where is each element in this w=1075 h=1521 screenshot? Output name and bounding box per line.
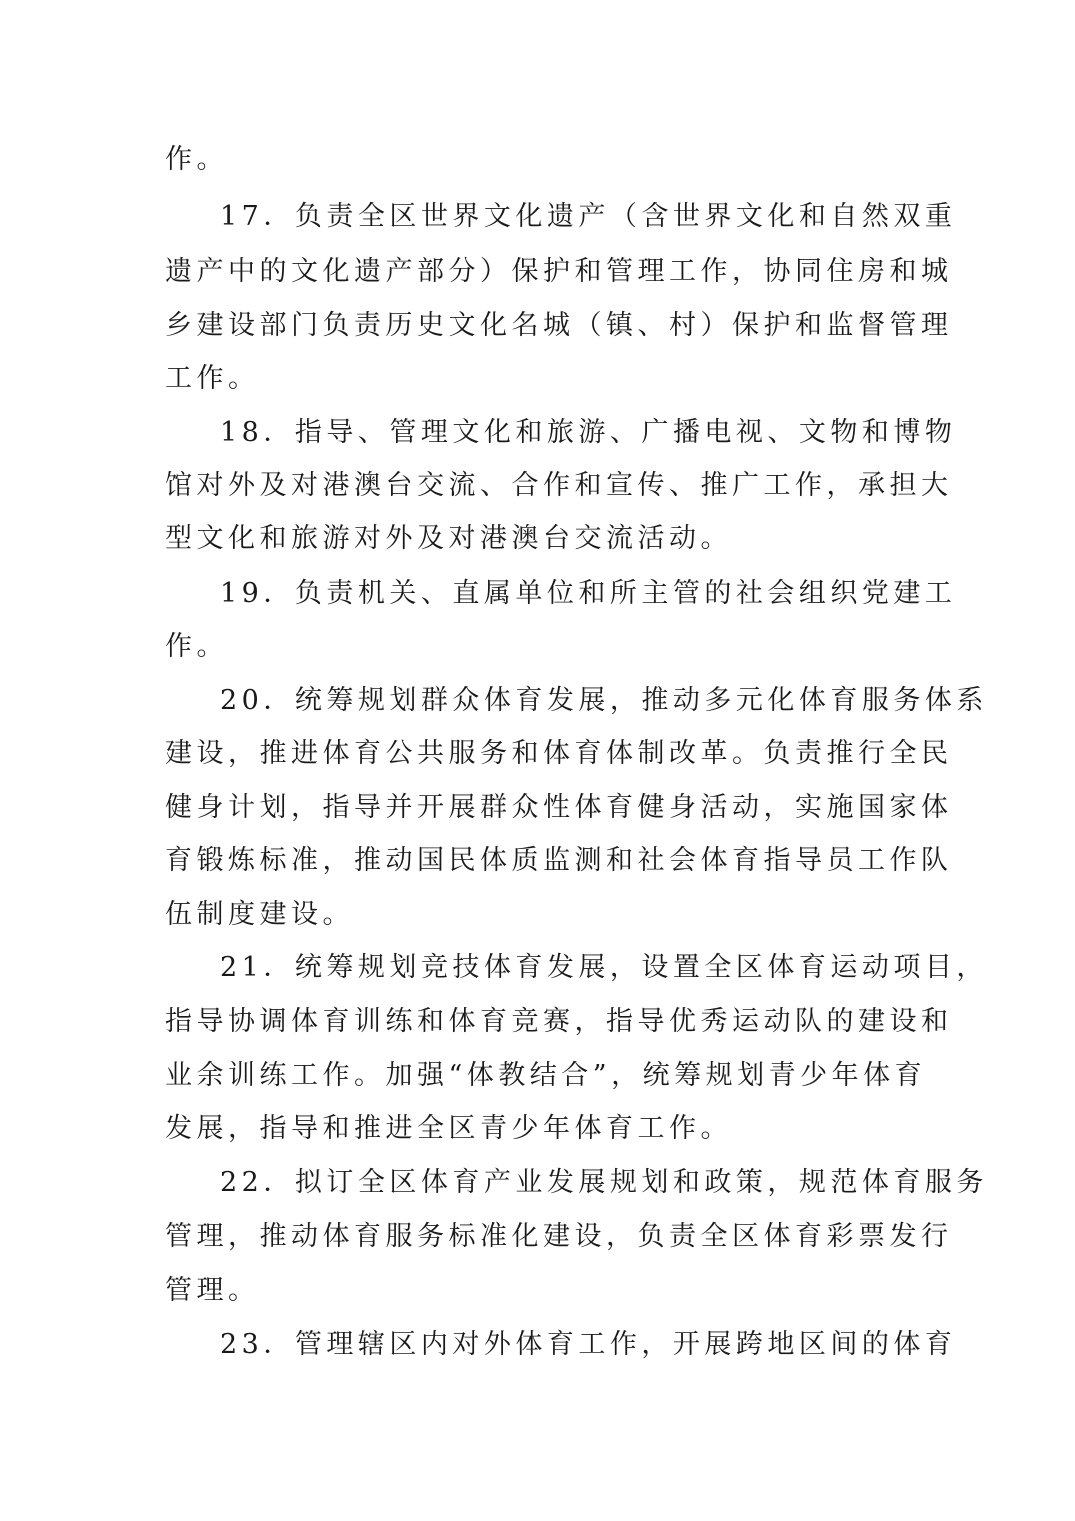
text-line: 作。 [165, 631, 228, 662]
text-line: 健身计划，指导并开展群众性体育健身活动，实施国家体 [165, 792, 953, 823]
text-line: 建设，推进体育公共服务和体育体制改革。负责推行全民 [165, 738, 953, 769]
text-line: 遗产中的文化遗产部分）保护和管理工作，协同住房和城 [165, 256, 953, 287]
text-line: 育锻炼标准，推动国民体质监测和社会体育指导员工作队 [165, 845, 953, 876]
text-line: 发展，指导和推进全区青少年体育工作。 [165, 1113, 732, 1144]
paragraph-17-line-1: 17．负责全区世界文化遗产（含世界文化和自然双重 [220, 201, 957, 232]
paragraph-19-line-1: 19．负责机关、直属单位和所主管的社会组织党建工 [220, 578, 957, 609]
text-line: 管理，推动体育服务标准化建设，负责全区体育彩票发行 [165, 1221, 953, 1252]
text-line: 乡建设部门负责历史文化名城（镇、村）保护和监督管理 [165, 310, 953, 341]
text-line: 型文化和旅游对外及对港澳台交流活动。 [165, 523, 732, 554]
text-line: 伍制度建设。 [165, 899, 354, 930]
text-line: 指导协调体育训练和体育竞赛，指导优秀运动队的建设和 [165, 1006, 953, 1037]
text-line: 业余训练工作。加强“体教结合”，统筹规划青少年体育 [165, 1060, 927, 1091]
paragraph-23-line-1: 23．管理辖区内对外体育工作，开展跨地区间的体育 [220, 1329, 957, 1360]
paragraph-21-line-1: 21．统筹规划竞技体育发展，设置全区体育运动项目， [220, 952, 988, 983]
paragraph-18-line-1: 18．指导、管理文化和旅游、广播电视、文物和博物 [220, 417, 957, 448]
text-line: 工作。 [165, 363, 260, 394]
text-line: 馆对外及对港澳台交流、合作和宣传、推广工作，承担大 [165, 470, 953, 501]
paragraph-20-line-1: 20．统筹规划群众体育发展，推动多元化体育服务体系 [220, 685, 988, 716]
paragraph-22-line-1: 22．拟订全区体育产业发展规划和政策，规范体育服务 [220, 1167, 988, 1198]
text-line: 作。 [165, 144, 228, 175]
text-line: 管理。 [165, 1275, 260, 1306]
